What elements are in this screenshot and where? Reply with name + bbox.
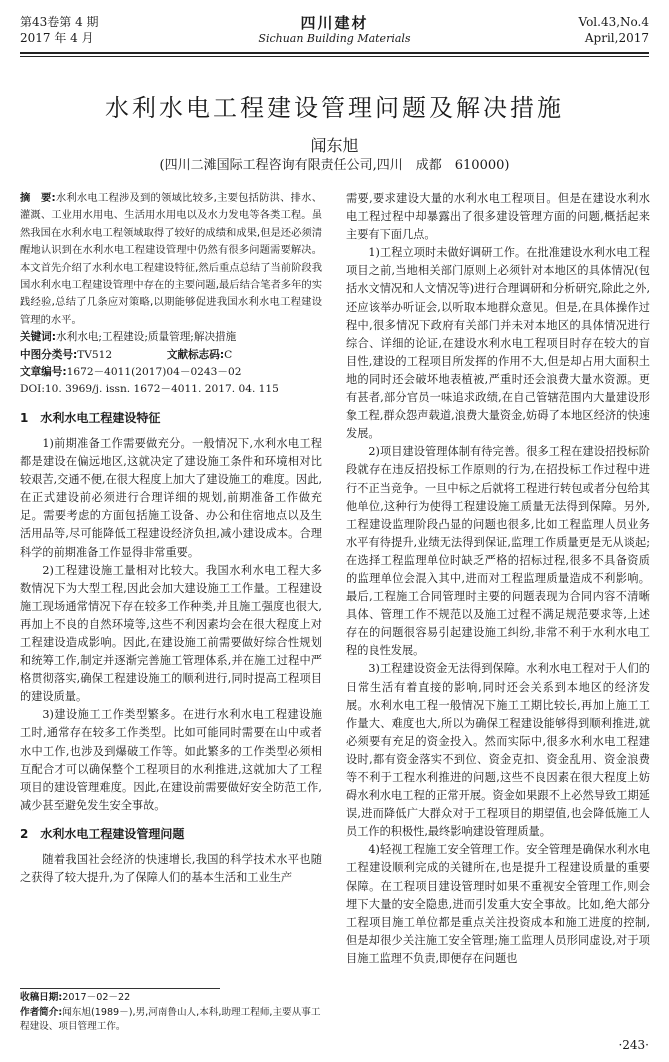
section-1-heading: 1 水利水电工程建设特征: [20, 410, 161, 425]
volume-issue: 第43卷第 4 期: [20, 15, 99, 29]
right-column: [346, 190, 650, 968]
issue-date: 2017 年 4 月: [20, 31, 94, 45]
received-date-label: 收稿日期:: [20, 992, 63, 1003]
author-bio: [20, 1006, 325, 1035]
article-number: [20, 364, 322, 381]
section-2-paragraph-1: 随着我国社会经济的快速增长,我国的科学技术水平也随之获得了较大提升,为了保障人们的基本生活和工业生产: [20, 853, 322, 885]
issue-info-en: [579, 14, 650, 46]
journal-logo: 四川建材: [300, 14, 369, 32]
section-1-paragraph-2: 2)工程建设施工量相对比较大。我国水利水电工程大多数情况下为大型工程,因此会加大建设施工工作量。工程建设施工现场通常情况下存在较多工作种类,并且施工强度也很大,再加上不良的自然环境等,这些不利因素均会在很大程度上对工程建设造成影响。因此,在建设施工前需要做好综合性规划和统筹工作,制定并逐渐完善施工管理体系,并在施工过程中严格贯彻落实,确保工程建设施工的顺利进行,同时提高工程项目的建设质量。: [20, 563, 322, 704]
keywords-text: 水利水电;工程建设;质量管理;解决措施: [56, 331, 237, 344]
author-affiliation: (四川二滩国际工程咨询有限责任公司,四川 成都 610000): [159, 158, 510, 173]
author-bio-label: 作者简介:: [20, 1006, 63, 1018]
author-bio-text: 闻东旭(1989－),男,河南鲁山人,本科,助理工程师,主要从事工程建设、项目管理工作。: [20, 1006, 321, 1032]
doc-code-value: C: [224, 348, 233, 361]
abstract-text: 水利水电工程涉及到的领域比较多,主要包括防洪、排水、灌溉、工业用水用电、生活用水用电以及水力发电等各类工程。虽然我国在水利水电工程领域取得了较好的成绩和成果,但是还必须清醒地认识到在水利水电工程建设管理中仍然有很多问题需要解决。本文首先介绍了水利水电工程建设特征,然后重点总结了当前阶段我国水利水电工程建设管理中存在的主要问题,最后结合笔者多年的实践经验,总结了几条应对策略,以期能够促进我国水利水电工程建设管理的水平。: [20, 192, 322, 326]
journal-name: [20, 14, 649, 46]
right-paragraph-3: 3)工程建设资金无法得到保障。水利水电工程对于人们的日常生活有着直接的影响,同时还会关系到本地区的经济发展。水利水电工程一般情况下施工工期比较长,再加上施工工作量大、难度也大,所以为确保工程建设能够得到顺利推进,就必须要有充足的资金投入。然而实际中,很多水利水电工程建设时,都有资金落实不到位、资金克扣、资金乱用、资金浪费等不利于工程水利推进的问题,这些不良因素在很大程度上妨碍水利水电工程的正常开展。资金如果跟不上必然导致工期延误,进而降低广大群众对于工程项目的期望值,也会降低施工人员工作的积极性,最终影响建设管理质量。: [346, 662, 650, 839]
classification-value: TV512: [77, 348, 113, 361]
classification-row: [20, 347, 322, 364]
right-paragraph-2: 2)项目建设管理体制有待完善。很多工程在建设招投标阶段就存在违反招投标工作原则的行为,在招投标工作过程中进行不正当竞争。一旦中标之后就将工程进行转包或者分包给其他单位,这种行为使得工程建设施工质量无法得到保障。另外,工程建设监理阶段凸显的问题也很多,比如工程监理人员业务水平有待提升,业绩无法得到保证,监理工作质量更是无从谈起;在选择工程监理单位时缺乏严格的招标过程,很多不具备资质的监理单位会混入其中,进而对工程监理质量造成不利影响。最后,工程施工合同管理时主要的问题表现为合同内容不清晰具体、管理工作不规范以及施工过程不满足规范要求等,上述存在的问题很容易引起建设施工纠纷,非常不利于水利水电工程的良性发展。: [346, 445, 650, 658]
footnote-rule: [20, 988, 220, 989]
right-paragraph-4: 4)轻视工程施工安全管理工作。安全管理是确保水利水电工程建设顺利完成的关键所在,也是提升工程建设质量的重要保障。在工程项目建设管理时如果不重视安全管理工作,则会埋下大量的安全隐患,进而引发重大安全事故。比如,绝大部分工程项目施工单位都是重点关注投资成本和施工进度的控制,但是却很少关注施工安全管理;施工监理人员形同虚设,对于项目施工监理不负责,即便存在问题也: [346, 843, 650, 965]
page-header: [20, 14, 649, 52]
abstract: [20, 190, 322, 329]
doi: DOI:10. 3969/j. issn. 1672－4011. 2017. 04. 115: [20, 383, 279, 396]
doc-code-label: 文献标志码:: [166, 348, 225, 361]
header-rule-thick: [20, 52, 649, 54]
article-title: 水利水电工程建设管理问题及解决措施: [105, 94, 564, 122]
article-author: 闻东旭: [310, 136, 359, 155]
section-2-heading: 2 水利水电工程建设管理问题: [20, 826, 185, 841]
classification-label: 中图分类号:: [20, 348, 78, 361]
article-number-label: 文章编号:: [20, 366, 67, 379]
journal-name-en: Sichuan Building Materials: [258, 32, 411, 45]
right-paragraph-1: 1)工程立项时未做好调研工作。在批准建设水利水电工程项目之前,当地相关部门原则上必须针对本地区的具体情况(包括水文情况和人文情况等)进行合理调研和分析研究,除此之外,还应该举办听证会,以听取本地群众意见。但是,在具体操作过程中,很多情况下政府有关部门并未对本地区的具体情况进行综合、详细的论证,在建设水利水电工程项目时存在较大的盲目性,建设的工程项目所发挥的作用不大,但是却占用大面积土地的同时还会破坏地表植被,严重时还会浪费大量水资源。更有甚者,部分官员一味追求政绩,在自己管辖范围内大量建设形象工程,群众怨声载道,浪费大量资金,妨碍了本地区经济的快速发展。: [346, 246, 650, 441]
section-1-paragraph-3: 3)建设施工工作类型繁多。在进行水利水电工程建设施工时,通常存在较多工作类型。比如可能同时需要在山中或者水中工作,也涉及到爆破工作等。如此繁多的工作类型必须相互配合才可以确保整个工程项目的水利推进,这就加大了工程项目的建设管理难度。因此,在建设前需要做好安全防范工作,减少甚至避免发生安全事故。: [20, 708, 322, 812]
right-paragraph-0: 需要,要求建设大量的水利水电工程项目。但是在建设水利水电工程过程中却暴露出了很多建设管理方面的问题,概括起来主要有下面几点。: [346, 192, 650, 242]
volume-issue-en: Vol.43,No.4: [578, 15, 649, 29]
footnote: [20, 991, 325, 1035]
header-rule-thin: [20, 56, 649, 57]
keywords: [20, 329, 322, 346]
left-column: [20, 190, 322, 887]
page-number: ·243·: [618, 1038, 649, 1052]
article-meta: [20, 329, 322, 399]
issue-date-en: April,2017: [584, 31, 649, 45]
article-number-value: 1672－4011(2017)04－0243－02: [66, 366, 242, 379]
received-date-value: 2017－02－22: [62, 992, 131, 1003]
abstract-label: 摘 要:: [20, 192, 56, 204]
received-date: [20, 991, 325, 1006]
section-1-paragraph-1: 1)前期准备工作需要做充分。一般情况下,水利水电工程都是建设在偏远地区,这就决定了建设施工条件和环境相对比较艰苦,交通不便,在很大程度上加大了建设施工的难度。因此,在正式建设前必须进行合理详细的规划,前期准备工作做充足。需要考虑的方面包括施工设备、办公和住宿地点以及生活用品等,尽可能降低工程建设经济负担,减小建设成本。合理科学的前期准备工作显得非常重要。: [20, 436, 322, 559]
keywords-label: 关键词:: [20, 331, 57, 344]
